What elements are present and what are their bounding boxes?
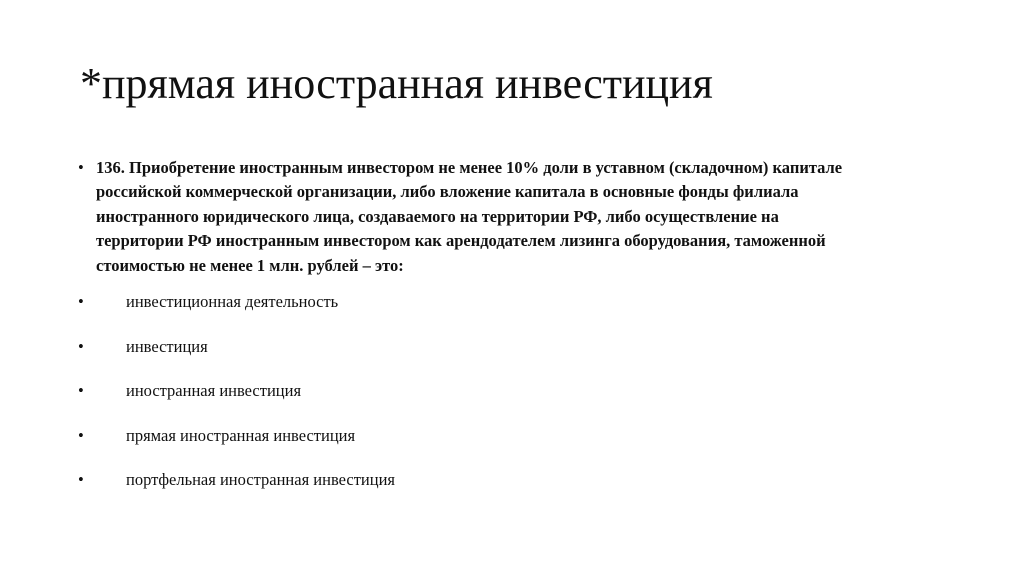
bullet-icon: • bbox=[78, 292, 84, 311]
answer-options-list bbox=[78, 290, 395, 513]
bullet-icon: • bbox=[78, 470, 84, 489]
question-text: 136. Приобретение иностранным инвестором не менее 10% доли в уставном (складочном) капитале российской коммерческой организации, либо вложение капитала в основные фонды филиала иностранного юридического лица, создаваемого на территории РФ, либо осуществление на территории РФ иностранным инвестором как арендодателем лизинга оборудования, таможенной стоимостью не менее 1 млн. рублей – это: bbox=[96, 158, 843, 275]
answer-option[interactable] bbox=[78, 424, 395, 469]
answer-option[interactable] bbox=[78, 290, 395, 335]
bullet-icon: • bbox=[78, 158, 84, 177]
answer-option-label: инвестиционная деятельность bbox=[126, 292, 339, 311]
slide-title: *прямая иностранная инвестиция bbox=[80, 59, 713, 108]
bullet-icon: • bbox=[78, 336, 84, 356]
answer-option[interactable] bbox=[78, 468, 395, 513]
answer-option-label: прямая иностранная инвестиция bbox=[126, 425, 356, 445]
bullet-icon: • bbox=[78, 425, 84, 445]
answer-option-label: инвестиция bbox=[126, 336, 208, 356]
answer-option[interactable] bbox=[78, 335, 395, 380]
answer-option-label: иностранная инвестиция bbox=[126, 381, 302, 400]
question-item bbox=[78, 156, 958, 278]
answer-option[interactable] bbox=[78, 379, 395, 424]
bullet-icon: • bbox=[78, 381, 84, 400]
answer-option-label: портфельная иностранная инвестиция bbox=[126, 470, 395, 489]
